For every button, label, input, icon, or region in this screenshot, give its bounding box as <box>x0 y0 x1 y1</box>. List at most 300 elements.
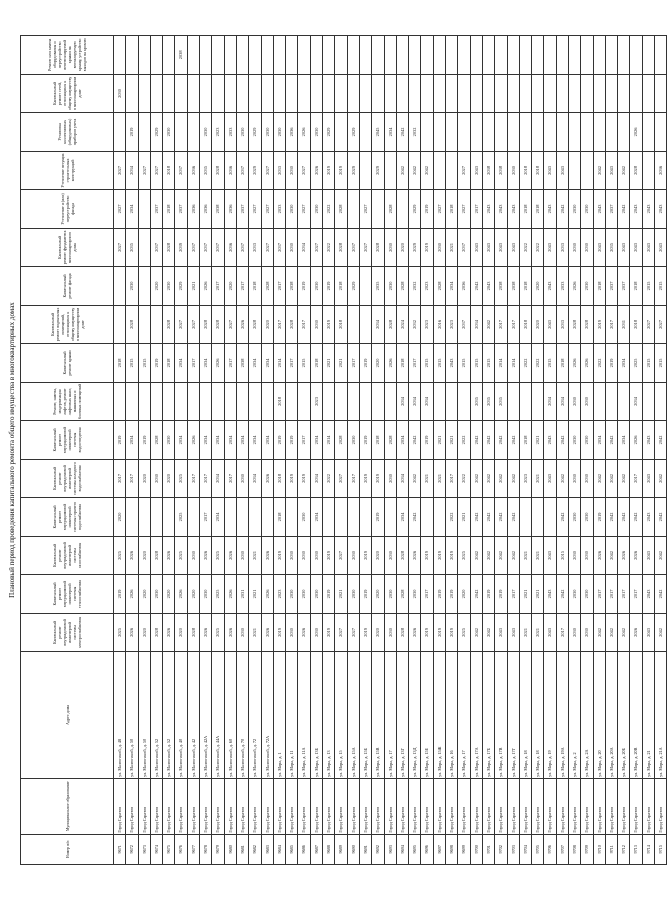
year-cell: 2037 <box>273 228 285 267</box>
row-number: 9686 <box>298 834 310 864</box>
year-cell: 2030 <box>384 575 396 614</box>
year-cell <box>347 305 359 344</box>
year-cell: 2018 <box>532 151 544 190</box>
year-cell: 2027 <box>114 190 126 229</box>
year-cell: 2021 <box>446 421 458 460</box>
year-cell <box>618 382 630 421</box>
year-cell: 2019 <box>421 190 433 229</box>
municipality-cell: Город Саратов <box>556 778 568 834</box>
year-cell: 2019 <box>359 613 371 652</box>
municipality-cell: Город Саратов <box>446 778 458 834</box>
year-cell: 2035 <box>482 382 494 421</box>
year-cell <box>200 74 212 113</box>
year-cell: 2029 <box>372 151 384 190</box>
year-cell: 2030 <box>261 113 273 152</box>
year-cell: 2028 <box>384 421 396 460</box>
year-cell <box>138 498 150 537</box>
year-cell: 2027 <box>298 190 310 229</box>
year-cell: 2034 <box>298 228 310 267</box>
year-cell <box>433 498 445 537</box>
year-cell <box>138 228 150 267</box>
row-number: 9675 <box>163 834 175 864</box>
year-cell <box>433 74 445 113</box>
year-cell: 2020 <box>458 575 470 614</box>
year-cell <box>347 382 359 421</box>
year-cell: 2034 <box>249 459 261 498</box>
year-cell: 2042 <box>482 498 494 537</box>
year-cell: 2035 <box>200 151 212 190</box>
year-cell: 2030 <box>581 267 593 306</box>
row-number: 9710 <box>593 834 605 864</box>
year-cell: 2017 <box>298 421 310 460</box>
year-cell: 2019 <box>359 344 371 383</box>
year-cell: 2014 <box>323 421 335 460</box>
year-cell: 2027 <box>261 190 273 229</box>
municipality-cell: Город Саратов <box>347 778 359 834</box>
year-cell: 2020 <box>138 459 150 498</box>
year-cell: 2043 <box>544 305 556 344</box>
year-cell: 2029 <box>175 267 187 306</box>
municipality-cell: Город Саратов <box>568 778 580 834</box>
year-cell <box>446 113 458 152</box>
year-cell: 2043 <box>482 267 494 306</box>
year-cell: 2026 <box>568 344 580 383</box>
year-cell: 2030 <box>310 190 322 229</box>
year-cell: 2042 <box>495 498 507 537</box>
year-cell <box>359 74 371 113</box>
year-cell: 2030 <box>433 228 445 267</box>
column-header: Капитальный ремонт внутридомовой инженерной системы электроснабжения <box>21 613 114 652</box>
address-cell: ул. Мира, д. 20А <box>605 652 617 779</box>
year-cell <box>593 74 605 113</box>
year-cell: 2033 <box>556 228 568 267</box>
year-cell: 2027 <box>261 151 273 190</box>
year-cell: 2017 <box>200 498 212 537</box>
row-number: 9696 <box>421 834 433 864</box>
year-cell: 2017 <box>298 305 310 344</box>
year-cell: 2033 <box>273 190 285 229</box>
year-cell: 2026 <box>126 536 138 575</box>
year-cell: 2028 <box>212 151 224 190</box>
year-cell: 2042 <box>556 459 568 498</box>
year-cell: 2017 <box>114 459 126 498</box>
year-cell: 2025 <box>175 459 187 498</box>
year-cell: 2042 <box>507 421 519 460</box>
year-cell: 2028 <box>384 305 396 344</box>
year-cell <box>150 382 162 421</box>
year-cell: 2034 <box>175 421 187 460</box>
year-cell <box>286 498 298 537</box>
year-cell: 2020 <box>163 575 175 614</box>
year-cell: 2027 <box>298 151 310 190</box>
table-row <box>359 36 371 865</box>
year-cell: 2026 <box>200 613 212 652</box>
year-cell <box>347 190 359 229</box>
row-number: 9689 <box>335 834 347 864</box>
year-cell: 2030 <box>384 267 396 306</box>
year-cell: 2017 <box>605 575 617 614</box>
year-cell <box>568 74 580 113</box>
row-number: 9707 <box>556 834 568 864</box>
year-cell <box>532 113 544 152</box>
year-cell: 2019 <box>114 421 126 460</box>
year-cell: 2018 <box>519 421 531 460</box>
year-cell: 2018 <box>273 498 285 537</box>
municipality-cell: Город Саратов <box>249 778 261 834</box>
year-cell: 2020 <box>372 536 384 575</box>
year-cell <box>138 36 150 75</box>
year-cell <box>581 36 593 75</box>
year-cell: 2026 <box>163 613 175 652</box>
year-cell: 2018 <box>273 459 285 498</box>
year-cell: 2026 <box>261 536 273 575</box>
municipality-cell: Город Саратов <box>396 778 408 834</box>
year-cell: 2042 <box>495 421 507 460</box>
year-cell: 2036 <box>187 190 199 229</box>
municipality-cell: Город Саратов <box>126 778 138 834</box>
year-cell: 2043 <box>507 228 519 267</box>
year-cell: 2030 <box>298 536 310 575</box>
column-header: Капитальный ремонт сетей, относящихся к общему имуществу в многоквартирном доме <box>21 74 114 113</box>
column-header: Установка коллективных (общедомовых) приборов учета <box>21 113 114 152</box>
year-cell <box>261 36 273 75</box>
address-cell: ул. Мира, д. 15Е <box>421 652 433 779</box>
year-cell: 2026 <box>409 536 421 575</box>
year-cell: 2028 <box>372 228 384 267</box>
year-cell: 2043 <box>642 190 654 229</box>
year-cell: 2020 <box>114 498 126 537</box>
year-cell <box>544 113 556 152</box>
year-cell: 2020 <box>138 536 150 575</box>
year-cell: 2018 <box>593 267 605 306</box>
year-cell: 2030 <box>568 190 580 229</box>
year-cell <box>335 113 347 152</box>
year-cell <box>359 113 371 152</box>
year-cell <box>138 267 150 306</box>
year-cell <box>519 36 531 75</box>
year-cell: 2022 <box>519 344 531 383</box>
table-row <box>495 36 507 865</box>
year-cell: 2022 <box>323 228 335 267</box>
year-cell: 2030 <box>310 575 322 614</box>
year-cell: 2022 <box>458 459 470 498</box>
year-cell <box>507 36 519 75</box>
year-cell: 2017 <box>618 575 630 614</box>
row-number: 9685 <box>286 834 298 864</box>
year-cell <box>150 36 162 75</box>
year-cell: 2034 <box>593 421 605 460</box>
header-row <box>21 36 114 865</box>
year-cell: 2035 <box>126 228 138 267</box>
year-cell: 2043 <box>544 267 556 306</box>
year-cell: 2028 <box>335 421 347 460</box>
year-cell <box>150 305 162 344</box>
year-cell: 2019 <box>323 536 335 575</box>
year-cell: 2024 <box>396 305 408 344</box>
address-cell: ул. Мира, д. 13Д <box>409 652 421 779</box>
year-cell: 2042 <box>655 459 667 498</box>
year-cell: 2034 <box>249 421 261 460</box>
year-cell <box>630 74 642 113</box>
year-cell: 2026 <box>298 113 310 152</box>
year-cell: 2036 <box>224 228 236 267</box>
year-cell: 2042 <box>482 613 494 652</box>
year-cell: 2043 <box>630 228 642 267</box>
year-cell: 2018 <box>372 421 384 460</box>
year-cell <box>138 190 150 229</box>
year-cell <box>605 382 617 421</box>
address-cell: ул. Малюгиной, д. 48 <box>114 652 126 779</box>
address-cell: ул. Мира, д. 17Г <box>507 652 519 779</box>
year-cell <box>458 36 470 75</box>
year-cell: 2029 <box>249 151 261 190</box>
table-body <box>114 36 667 865</box>
year-cell: 2015 <box>433 344 445 383</box>
year-cell: 2033 <box>273 151 285 190</box>
year-cell <box>605 74 617 113</box>
year-cell: 2042 <box>507 498 519 537</box>
year-cell <box>384 74 396 113</box>
row-number: 9697 <box>433 834 445 864</box>
year-cell: 2030 <box>286 575 298 614</box>
year-cell: 2020 <box>138 613 150 652</box>
year-cell: 2019 <box>273 613 285 652</box>
municipality-cell: Город Саратов <box>458 778 470 834</box>
year-cell <box>384 382 396 421</box>
year-cell: 2015 <box>655 267 667 306</box>
year-cell: 2043 <box>605 151 617 190</box>
year-cell: 2023 <box>519 459 531 498</box>
year-cell: 2032 <box>409 305 421 344</box>
year-cell: 2043 <box>630 190 642 229</box>
year-cell: 2025 <box>114 613 126 652</box>
year-cell: 2018 <box>519 151 531 190</box>
year-cell: 2037 <box>458 305 470 344</box>
year-cell <box>544 498 556 537</box>
municipality-cell: Город Саратов <box>114 778 126 834</box>
year-cell <box>507 113 519 152</box>
year-cell: 2034 <box>396 459 408 498</box>
row-number: 9704 <box>519 834 531 864</box>
year-cell: 2030 <box>384 459 396 498</box>
year-cell: 2019 <box>421 421 433 460</box>
year-cell: 2037 <box>236 190 248 229</box>
year-cell: 2030 <box>409 575 421 614</box>
year-cell: 2030 <box>581 575 593 614</box>
year-cell: 2019 <box>138 421 150 460</box>
year-cell: 2020 <box>150 267 162 306</box>
year-cell: 2021 <box>433 421 445 460</box>
year-cell <box>310 36 322 75</box>
column-header: Капитальный ремонт внутридомовой инженерной системы горячего водоснабжения <box>21 498 114 537</box>
year-cell: 2021 <box>519 575 531 614</box>
table-row <box>236 36 248 865</box>
row-number: 9694 <box>396 834 408 864</box>
year-cell <box>236 498 248 537</box>
year-cell: 2027 <box>310 228 322 267</box>
row-number: 9688 <box>323 834 335 864</box>
year-cell <box>495 113 507 152</box>
year-cell: 2034 <box>212 459 224 498</box>
year-cell: 2037 <box>618 267 630 306</box>
row-number: 9706 <box>544 834 556 864</box>
year-cell: 2017 <box>200 459 212 498</box>
year-cell <box>359 305 371 344</box>
address-cell: ул. Мира, д. 11 <box>286 652 298 779</box>
year-cell <box>298 74 310 113</box>
column-header: Утепление и (или) переустройство фасада <box>21 190 114 229</box>
year-cell <box>581 151 593 190</box>
year-cell: 2019 <box>359 536 371 575</box>
year-cell: 2031 <box>618 305 630 344</box>
year-cell: 2015 <box>642 344 654 383</box>
year-cell: 2038 <box>495 151 507 190</box>
year-cell: 2034 <box>212 421 224 460</box>
year-cell: 2042 <box>482 421 494 460</box>
year-cell: 2042 <box>421 151 433 190</box>
address-cell: ул. Малюгиной, д. 50 <box>126 652 138 779</box>
year-cell <box>114 267 126 306</box>
year-cell: 2025 <box>212 536 224 575</box>
year-cell: 2015 <box>544 344 556 383</box>
year-cell: 2028 <box>150 536 162 575</box>
address-cell: ул. Малюгиной, д. 60 <box>224 652 236 779</box>
year-cell: 2042 <box>409 498 421 537</box>
year-cell: 2043 <box>507 190 519 229</box>
address-cell: ул. Малюгиной, д. 52 <box>150 652 162 779</box>
year-cell <box>286 74 298 113</box>
year-cell: 2028 <box>163 305 175 344</box>
year-cell: 2025 <box>175 498 187 537</box>
year-cell: 2030 <box>507 151 519 190</box>
municipality-cell: Город Саратов <box>212 778 224 834</box>
year-cell: 2030 <box>581 459 593 498</box>
year-cell: 2030 <box>384 536 396 575</box>
municipality-cell: Город Саратов <box>593 778 605 834</box>
year-cell <box>495 74 507 113</box>
year-cell: 2019 <box>273 421 285 460</box>
year-cell: 2043 <box>507 613 519 652</box>
year-cell: 2029 <box>409 190 421 229</box>
address-cell: ул. Мира, д. 13Б <box>310 652 322 779</box>
year-cell: 2028 <box>286 305 298 344</box>
year-cell <box>163 498 175 537</box>
table-row <box>642 36 654 865</box>
year-cell: 2019 <box>446 536 458 575</box>
year-cell: 2021 <box>323 344 335 383</box>
municipality-cell: Город Саратов <box>273 778 285 834</box>
year-cell <box>532 382 544 421</box>
year-cell: 2030 <box>581 382 593 421</box>
year-cell: 2029 <box>347 267 359 306</box>
year-cell: 2034 <box>175 344 187 383</box>
year-cell: 2021 <box>249 613 261 652</box>
year-cell <box>200 36 212 75</box>
municipality-cell: Город Саратов <box>421 778 433 834</box>
year-cell: 2026 <box>224 575 236 614</box>
year-cell: 2028 <box>396 267 408 306</box>
year-cell <box>630 36 642 75</box>
year-cell: 2028 <box>126 305 138 344</box>
year-cell: 2030 <box>581 228 593 267</box>
year-cell: 2015 <box>421 344 433 383</box>
year-cell: 2026 <box>568 267 580 306</box>
year-cell: 2019 <box>298 459 310 498</box>
year-cell: 2019 <box>421 536 433 575</box>
address-cell: ул. Мира, д. 15В <box>372 652 384 779</box>
repair-schedule-table <box>20 35 667 865</box>
year-cell: 2042 <box>593 151 605 190</box>
year-cell: 2030 <box>163 267 175 306</box>
year-cell: 2035 <box>495 382 507 421</box>
year-cell <box>618 74 630 113</box>
year-cell: 2025 <box>212 613 224 652</box>
year-cell: 2037 <box>212 228 224 267</box>
table-row <box>384 36 396 865</box>
row-number: 9715 <box>655 834 667 864</box>
year-cell: 2023 <box>421 305 433 344</box>
year-cell: 2033 <box>556 305 568 344</box>
year-cell: 2022 <box>593 344 605 383</box>
year-cell: 2043 <box>655 190 667 229</box>
year-cell: 2034 <box>200 421 212 460</box>
year-cell <box>409 36 421 75</box>
table-row <box>224 36 236 865</box>
row-number: 9702 <box>495 834 507 864</box>
municipality-cell: Город Саратов <box>200 778 212 834</box>
table-row <box>458 36 470 865</box>
year-cell: 2030 <box>384 613 396 652</box>
year-cell: 2037 <box>236 228 248 267</box>
row-number: 9698 <box>446 834 458 864</box>
year-cell <box>187 382 199 421</box>
year-cell: 2030 <box>568 613 580 652</box>
year-cell: 2043 <box>618 228 630 267</box>
year-cell: 2018 <box>396 344 408 383</box>
year-cell: 2018 <box>532 190 544 229</box>
table-row <box>630 36 642 865</box>
year-cell: 2042 <box>605 613 617 652</box>
year-cell <box>519 498 531 537</box>
year-cell <box>359 382 371 421</box>
year-cell: 2028 <box>150 421 162 460</box>
year-cell: 2043 <box>544 421 556 460</box>
year-cell: 2034 <box>446 267 458 306</box>
year-cell: 2030 <box>581 421 593 460</box>
year-cell: 2036 <box>200 190 212 229</box>
year-cell: 2015 <box>556 536 568 575</box>
table-header <box>21 36 114 865</box>
year-cell: 2030 <box>298 498 310 537</box>
year-cell: 2019 <box>446 575 458 614</box>
year-cell: 2018 <box>249 267 261 306</box>
year-cell: 2034 <box>310 498 322 537</box>
municipality-cell: Город Саратов <box>507 778 519 834</box>
year-cell: 2018 <box>273 382 285 421</box>
year-cell: 2021 <box>249 575 261 614</box>
column-header: Капитальный ремонт внутридомовой инженерной системы теплоснабжения <box>21 575 114 614</box>
year-cell <box>519 74 531 113</box>
year-cell: 2030 <box>187 536 199 575</box>
row-number: 9682 <box>249 834 261 864</box>
municipality-cell: Город Саратов <box>655 778 667 834</box>
municipality-cell: Город Саратов <box>335 778 347 834</box>
address-cell: ул. Мира, д. 15Ж <box>433 652 445 779</box>
year-cell <box>519 113 531 152</box>
year-cell <box>224 498 236 537</box>
year-cell: 2019 <box>150 344 162 383</box>
year-cell: 2021 <box>433 459 445 498</box>
